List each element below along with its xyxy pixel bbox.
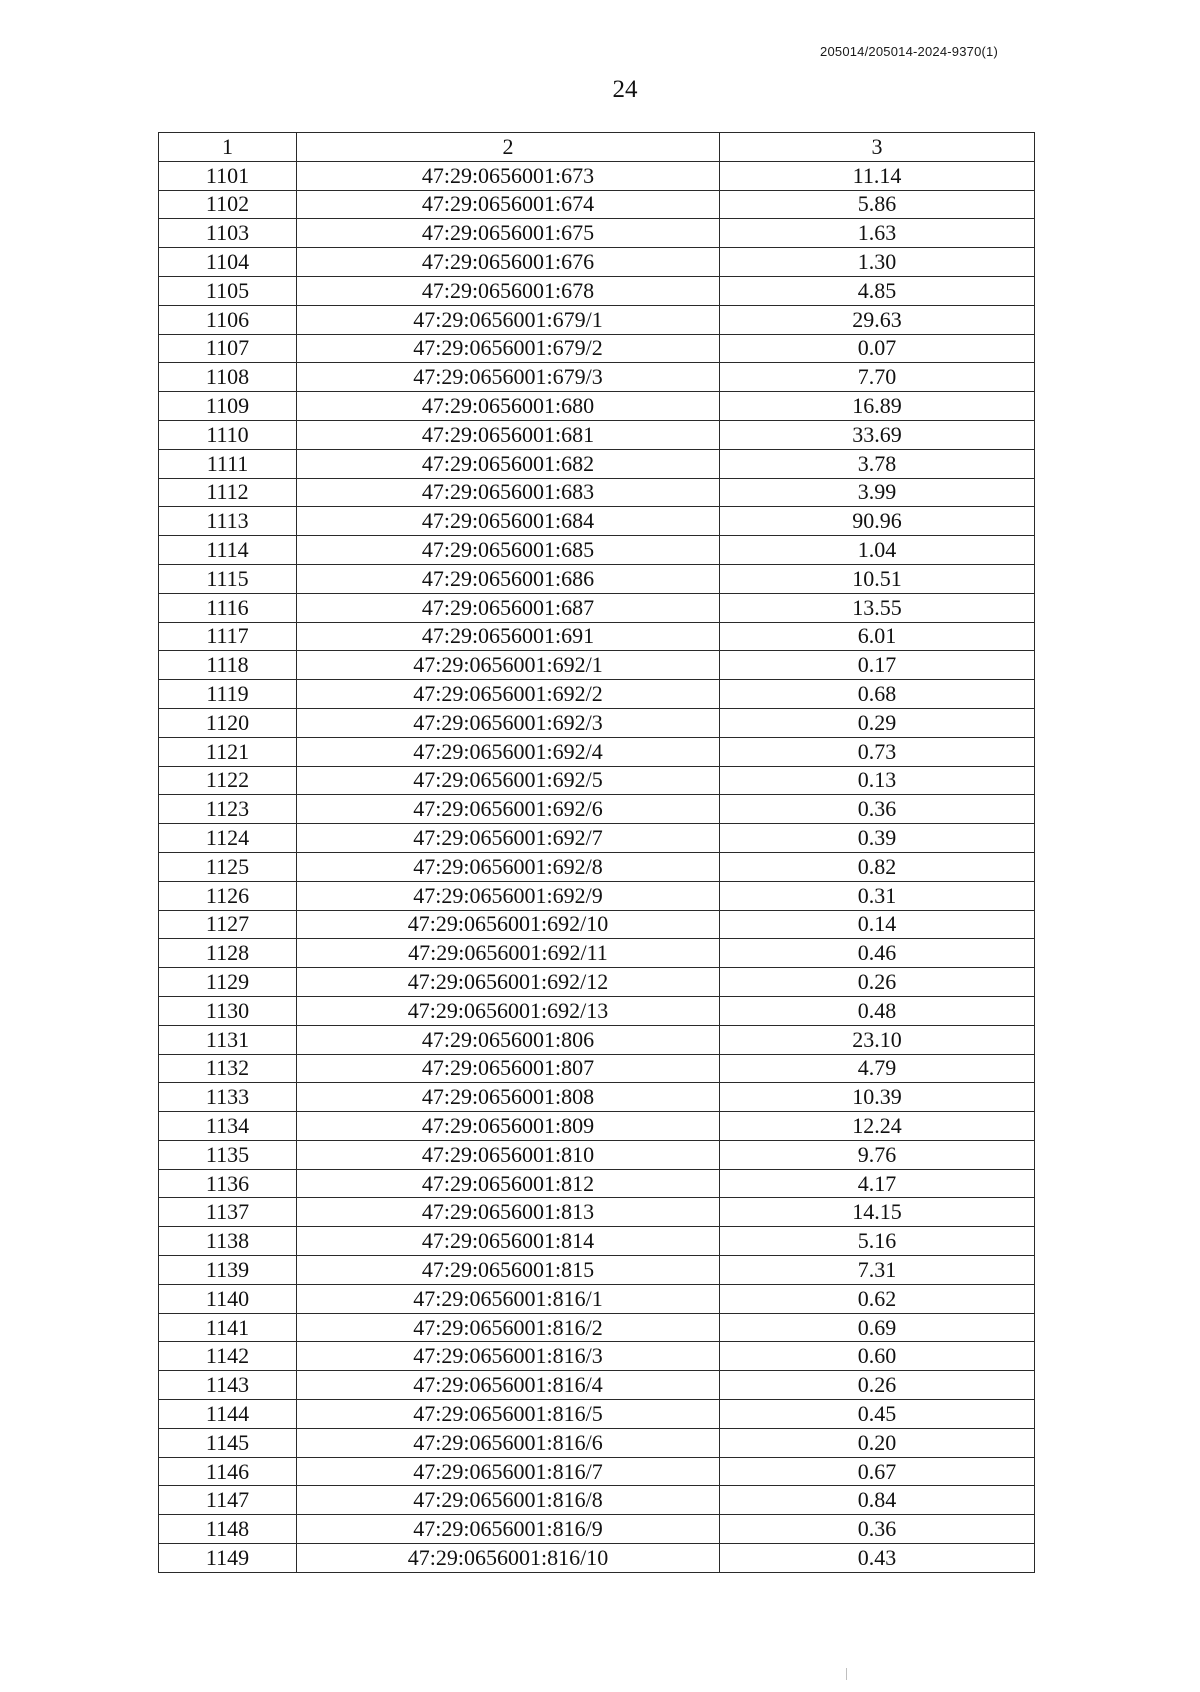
- area-value-cell: 13.55: [720, 593, 1035, 622]
- area-value-cell: 0.13: [720, 766, 1035, 795]
- row-number-cell: 1148: [159, 1515, 297, 1544]
- area-value-cell: 10.51: [720, 564, 1035, 593]
- row-number-cell: 1122: [159, 766, 297, 795]
- area-value-cell: 0.67: [720, 1457, 1035, 1486]
- table-row: [159, 1400, 1035, 1429]
- row-number-cell: 1123: [159, 795, 297, 824]
- cadastral-number-cell: 47:29:0656001:691: [297, 622, 720, 651]
- row-number-cell: 1105: [159, 276, 297, 305]
- area-value-cell: 0.36: [720, 795, 1035, 824]
- area-value-cell: 5.16: [720, 1227, 1035, 1256]
- row-number-cell: 1138: [159, 1227, 297, 1256]
- table-row: [159, 1284, 1035, 1313]
- table-row: [159, 420, 1035, 449]
- table-row: [159, 564, 1035, 593]
- row-number-cell: 1117: [159, 622, 297, 651]
- cadastral-number-cell: 47:29:0656001:812: [297, 1169, 720, 1198]
- cadastral-number-cell: 47:29:0656001:813: [297, 1198, 720, 1227]
- cadastral-number-cell: 47:29:0656001:692/12: [297, 968, 720, 997]
- cadastral-number-cell: 47:29:0656001:692/6: [297, 795, 720, 824]
- cadastral-number-cell: 47:29:0656001:681: [297, 420, 720, 449]
- row-number-cell: 1141: [159, 1313, 297, 1342]
- table-row: [159, 1428, 1035, 1457]
- row-number-cell: 1112: [159, 478, 297, 507]
- cadastral-number-cell: 47:29:0656001:816/2: [297, 1313, 720, 1342]
- area-value-cell: 7.31: [720, 1256, 1035, 1285]
- table-row: [159, 392, 1035, 421]
- row-number-cell: 1121: [159, 737, 297, 766]
- row-number-cell: 1137: [159, 1198, 297, 1227]
- area-value-cell: 14.15: [720, 1198, 1035, 1227]
- cadastral-number-cell: 47:29:0656001:692/2: [297, 680, 720, 709]
- table-row: [159, 968, 1035, 997]
- table-row: [159, 507, 1035, 536]
- table-row: [159, 449, 1035, 478]
- table-row: [159, 1083, 1035, 1112]
- row-number-cell: 1139: [159, 1256, 297, 1285]
- cadastral-number-cell: 47:29:0656001:808: [297, 1083, 720, 1112]
- area-value-cell: 9.76: [720, 1140, 1035, 1169]
- row-number-cell: 1114: [159, 536, 297, 565]
- cadastral-number-cell: 47:29:0656001:682: [297, 449, 720, 478]
- area-value-cell: 0.84: [720, 1486, 1035, 1515]
- table-row: [159, 680, 1035, 709]
- table-row: [159, 1054, 1035, 1083]
- row-number-cell: 1125: [159, 852, 297, 881]
- cadastral-number-cell: 47:29:0656001:685: [297, 536, 720, 565]
- table-row: [159, 190, 1035, 219]
- area-value-cell: 4.85: [720, 276, 1035, 305]
- table-row: [159, 1140, 1035, 1169]
- cadastral-number-cell: 47:29:0656001:679/3: [297, 363, 720, 392]
- row-number-cell: 1147: [159, 1486, 297, 1515]
- row-number-cell: 1118: [159, 651, 297, 680]
- table-body: [159, 161, 1035, 1572]
- area-value-cell: 90.96: [720, 507, 1035, 536]
- row-number-cell: 1111: [159, 449, 297, 478]
- table-row: [159, 305, 1035, 334]
- row-number-cell: 1145: [159, 1428, 297, 1457]
- table-header-row: [159, 133, 1035, 162]
- area-value-cell: 0.36: [720, 1515, 1035, 1544]
- cadastral-number-cell: 47:29:0656001:680: [297, 392, 720, 421]
- cadastral-number-cell: 47:29:0656001:814: [297, 1227, 720, 1256]
- area-value-cell: 0.07: [720, 334, 1035, 363]
- area-value-cell: 11.14: [720, 161, 1035, 190]
- row-number-cell: 1119: [159, 680, 297, 709]
- cadastral-number-cell: 47:29:0656001:676: [297, 248, 720, 277]
- area-value-cell: 0.73: [720, 737, 1035, 766]
- table-row: [159, 1371, 1035, 1400]
- row-number-cell: 1106: [159, 305, 297, 334]
- row-number-cell: 1126: [159, 881, 297, 910]
- cadastral-number-cell: 47:29:0656001:673: [297, 161, 720, 190]
- area-value-cell: 5.86: [720, 190, 1035, 219]
- column-header-3: 3: [720, 133, 1035, 162]
- row-number-cell: 1128: [159, 939, 297, 968]
- table-row: [159, 996, 1035, 1025]
- table-row: [159, 161, 1035, 190]
- area-value-cell: 23.10: [720, 1025, 1035, 1054]
- area-value-cell: 0.82: [720, 852, 1035, 881]
- table-row: [159, 1227, 1035, 1256]
- cadastral-number-cell: 47:29:0656001:692/1: [297, 651, 720, 680]
- area-value-cell: 0.17: [720, 651, 1035, 680]
- area-value-cell: 0.20: [720, 1428, 1035, 1457]
- area-value-cell: 0.46: [720, 939, 1035, 968]
- table-row: [159, 248, 1035, 277]
- area-value-cell: 3.99: [720, 478, 1035, 507]
- area-value-cell: 1.63: [720, 219, 1035, 248]
- cadastral-number-cell: 47:29:0656001:692/5: [297, 766, 720, 795]
- area-value-cell: 33.69: [720, 420, 1035, 449]
- cadastral-number-cell: 47:29:0656001:692/8: [297, 852, 720, 881]
- table-row: [159, 1256, 1035, 1285]
- row-number-cell: 1129: [159, 968, 297, 997]
- cadastral-number-cell: 47:29:0656001:810: [297, 1140, 720, 1169]
- cadastral-number-cell: 47:29:0656001:679/2: [297, 334, 720, 363]
- cadastral-number-cell: 47:29:0656001:816/7: [297, 1457, 720, 1486]
- row-number-cell: 1104: [159, 248, 297, 277]
- area-value-cell: 0.62: [720, 1284, 1035, 1313]
- cadastral-number-cell: 47:29:0656001:674: [297, 190, 720, 219]
- table-row: [159, 708, 1035, 737]
- cadastral-number-cell: 47:29:0656001:692/10: [297, 910, 720, 939]
- table-row: [159, 852, 1035, 881]
- cadastral-number-cell: 47:29:0656001:692/7: [297, 824, 720, 853]
- row-number-cell: 1142: [159, 1342, 297, 1371]
- row-number-cell: 1134: [159, 1112, 297, 1141]
- cadastral-number-cell: 47:29:0656001:816/5: [297, 1400, 720, 1429]
- area-value-cell: 0.39: [720, 824, 1035, 853]
- table-row: [159, 622, 1035, 651]
- row-number-cell: 1135: [159, 1140, 297, 1169]
- column-header-2: 2: [297, 133, 720, 162]
- table-row: [159, 478, 1035, 507]
- area-value-cell: 0.45: [720, 1400, 1035, 1429]
- cadastral-number-cell: 47:29:0656001:806: [297, 1025, 720, 1054]
- area-value-cell: 0.31: [720, 881, 1035, 910]
- table-row: [159, 1544, 1035, 1573]
- table-row: [159, 1515, 1035, 1544]
- area-value-cell: 16.89: [720, 392, 1035, 421]
- area-value-cell: 0.48: [720, 996, 1035, 1025]
- page-number: 24: [612, 76, 638, 103]
- row-number-cell: 1110: [159, 420, 297, 449]
- area-value-cell: 0.26: [720, 968, 1035, 997]
- cadastral-number-cell: 47:29:0656001:816/10: [297, 1544, 720, 1573]
- cadastral-number-cell: 47:29:0656001:816/9: [297, 1515, 720, 1544]
- cadastral-number-cell: 47:29:0656001:686: [297, 564, 720, 593]
- row-number-cell: 1107: [159, 334, 297, 363]
- table-row: [159, 795, 1035, 824]
- cadastral-number-cell: 47:29:0656001:692/11: [297, 939, 720, 968]
- row-number-cell: 1146: [159, 1457, 297, 1486]
- area-value-cell: 3.78: [720, 449, 1035, 478]
- cadastral-number-cell: 47:29:0656001:675: [297, 219, 720, 248]
- table-header: [159, 133, 1035, 162]
- table-row: [159, 1457, 1035, 1486]
- area-value-cell: 0.69: [720, 1313, 1035, 1342]
- table-row: [159, 363, 1035, 392]
- table-row: [159, 593, 1035, 622]
- table-row: [159, 219, 1035, 248]
- area-value-cell: 10.39: [720, 1083, 1035, 1112]
- row-number-cell: 1124: [159, 824, 297, 853]
- table-row: [159, 824, 1035, 853]
- area-value-cell: 7.70: [720, 363, 1035, 392]
- cadastral-number-cell: 47:29:0656001:816/6: [297, 1428, 720, 1457]
- scan-mark: [846, 1668, 847, 1680]
- row-number-cell: 1136: [159, 1169, 297, 1198]
- area-value-cell: 6.01: [720, 622, 1035, 651]
- table-row: [159, 1025, 1035, 1054]
- cadastral-number-cell: 47:29:0656001:807: [297, 1054, 720, 1083]
- area-value-cell: 0.68: [720, 680, 1035, 709]
- row-number-cell: 1109: [159, 392, 297, 421]
- cadastral-number-cell: 47:29:0656001:815: [297, 1256, 720, 1285]
- table-row: [159, 939, 1035, 968]
- row-number-cell: 1144: [159, 1400, 297, 1429]
- cadastral-number-cell: 47:29:0656001:816/4: [297, 1371, 720, 1400]
- table-row: [159, 651, 1035, 680]
- row-number-cell: 1143: [159, 1371, 297, 1400]
- table-row: [159, 1342, 1035, 1371]
- area-value-cell: 0.29: [720, 708, 1035, 737]
- cadastral-number-cell: 47:29:0656001:816/1: [297, 1284, 720, 1313]
- row-number-cell: 1102: [159, 190, 297, 219]
- area-value-cell: 0.43: [720, 1544, 1035, 1573]
- table-row: [159, 536, 1035, 565]
- table-row: [159, 1486, 1035, 1515]
- document-id: 205014/205014-2024-9370(1): [820, 44, 998, 59]
- row-number-cell: 1127: [159, 910, 297, 939]
- table-row: [159, 881, 1035, 910]
- cadastral-number-cell: 47:29:0656001:687: [297, 593, 720, 622]
- row-number-cell: 1140: [159, 1284, 297, 1313]
- cadastral-number-cell: 47:29:0656001:816/3: [297, 1342, 720, 1371]
- cadastral-number-cell: 47:29:0656001:692/9: [297, 881, 720, 910]
- cadastral-number-cell: 47:29:0656001:683: [297, 478, 720, 507]
- table-row: [159, 276, 1035, 305]
- table-row: [159, 766, 1035, 795]
- cadastral-number-cell: 47:29:0656001:692/3: [297, 708, 720, 737]
- area-value-cell: 1.04: [720, 536, 1035, 565]
- cadastral-number-cell: 47:29:0656001:692/13: [297, 996, 720, 1025]
- row-number-cell: 1120: [159, 708, 297, 737]
- cadastral-number-cell: 47:29:0656001:679/1: [297, 305, 720, 334]
- table-row: [159, 334, 1035, 363]
- area-value-cell: 0.14: [720, 910, 1035, 939]
- cadastral-number-cell: 47:29:0656001:809: [297, 1112, 720, 1141]
- cadastral-number-cell: 47:29:0656001:816/8: [297, 1486, 720, 1515]
- area-value-cell: 29.63: [720, 305, 1035, 334]
- area-value-cell: 1.30: [720, 248, 1035, 277]
- table-row: [159, 1313, 1035, 1342]
- column-header-1: 1: [159, 133, 297, 162]
- area-value-cell: 4.79: [720, 1054, 1035, 1083]
- cadastral-number-cell: 47:29:0656001:678: [297, 276, 720, 305]
- table-row: [159, 1112, 1035, 1141]
- row-number-cell: 1130: [159, 996, 297, 1025]
- row-number-cell: 1131: [159, 1025, 297, 1054]
- area-value-cell: 0.26: [720, 1371, 1035, 1400]
- row-number-cell: 1116: [159, 593, 297, 622]
- parcel-table: [158, 132, 1035, 1573]
- table-row: [159, 1198, 1035, 1227]
- cadastral-number-cell: 47:29:0656001:692/4: [297, 737, 720, 766]
- row-number-cell: 1113: [159, 507, 297, 536]
- row-number-cell: 1101: [159, 161, 297, 190]
- row-number-cell: 1115: [159, 564, 297, 593]
- table-row: [159, 910, 1035, 939]
- row-number-cell: 1149: [159, 1544, 297, 1573]
- row-number-cell: 1132: [159, 1054, 297, 1083]
- table-row: [159, 737, 1035, 766]
- table-row: [159, 1169, 1035, 1198]
- row-number-cell: 1133: [159, 1083, 297, 1112]
- area-value-cell: 12.24: [720, 1112, 1035, 1141]
- area-value-cell: 0.60: [720, 1342, 1035, 1371]
- row-number-cell: 1103: [159, 219, 297, 248]
- area-value-cell: 4.17: [720, 1169, 1035, 1198]
- row-number-cell: 1108: [159, 363, 297, 392]
- cadastral-number-cell: 47:29:0656001:684: [297, 507, 720, 536]
